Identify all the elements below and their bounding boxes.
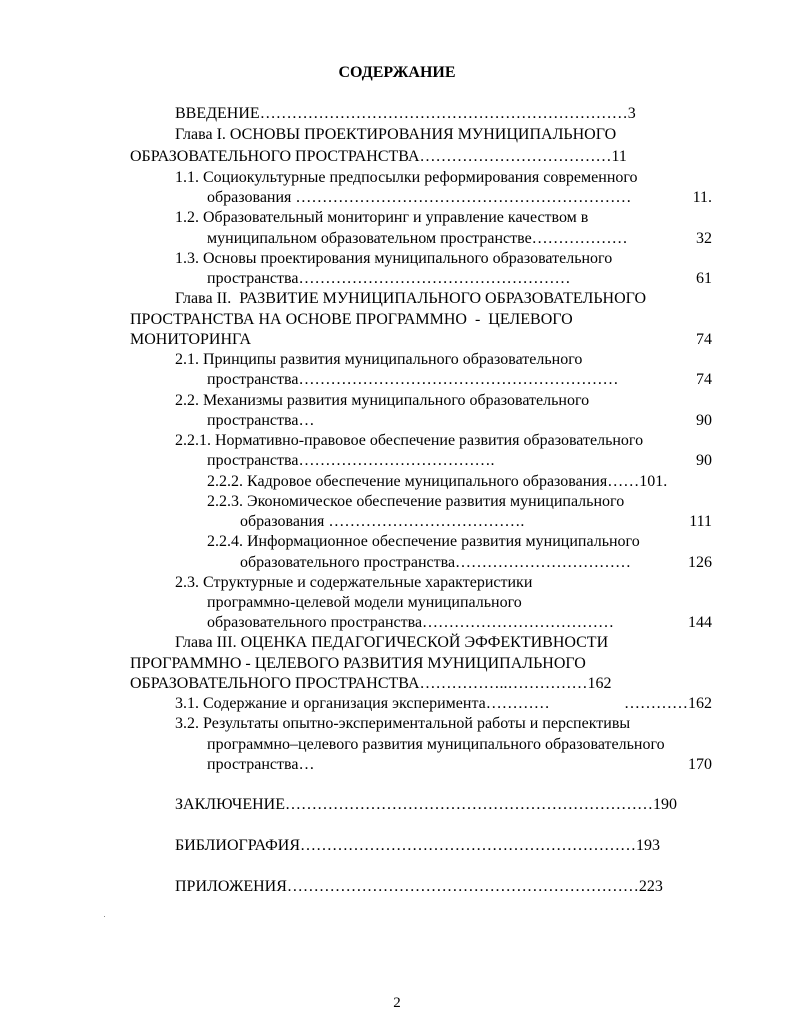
- toc-line: программно–целевого развития муниципального образовательного: [207, 736, 665, 753]
- toc-line: ВВЕДЕНИЕ……………………………………………………………3: [175, 105, 636, 122]
- toc-line: пространства……………………………………………………: [207, 371, 619, 388]
- toc-page: …………162: [624, 695, 712, 712]
- toc-page: 90: [696, 452, 712, 469]
- toc-page: 11.: [692, 189, 712, 206]
- toc-line: образовательного пространства………………………………: [207, 614, 615, 631]
- toc-line: пространства……………………………….: [207, 452, 495, 469]
- toc-line: ПРИЛОЖЕНИЯ…………………………………………………………223: [175, 878, 663, 895]
- toc-line: Глава III. ОЦЕНКА ПЕДАГОГИЧЕСКОЙ ЭФФЕКТИВНОСТИ: [175, 634, 609, 651]
- scan-speck: [104, 916, 105, 917]
- toc-page: 111: [689, 513, 712, 530]
- toc-line: Глава I. ОСНОВЫ ПРОЕКТИРОВАНИЯ МУНИЦИПАЛЬНОГО: [175, 126, 617, 143]
- toc-line: 1.1. Социокультурные предпосылки реформирования современного: [175, 169, 638, 186]
- toc-line: 2.2.2. Кадровое обеспечение муниципального образования……101.: [207, 473, 668, 490]
- toc-line: программно-целевой модели муниципального: [207, 594, 522, 611]
- toc-line: ПРОСТРАНСТВА НА ОСНОВЕ ПРОГРАММНО - ЦЕЛЕВОГО: [130, 311, 573, 328]
- toc-page: 90: [696, 412, 712, 429]
- toc-page: 61: [696, 270, 712, 287]
- toc-line: 2.3. Структурные и содержательные характеристики: [175, 574, 533, 591]
- toc-page: 74: [696, 331, 712, 348]
- toc-title: СОДЕРЖАНИЕ: [338, 64, 456, 81]
- toc-line: образовательного пространства……………………………: [240, 554, 632, 571]
- toc-line: МОНИТОРИНГА: [130, 331, 252, 348]
- toc-line: 2.1. Принципы развития муниципального образовательного: [175, 351, 583, 368]
- toc-line: муниципальном образовательном пространстве………………: [207, 230, 628, 247]
- toc-line: 1.3. Основы проектирования муниципального образовательного: [175, 250, 613, 267]
- toc-line: пространства…: [207, 412, 315, 429]
- toc-line: пространства……………………………………………: [207, 270, 571, 287]
- toc-line: 3.1. Содержание и организация эксперимента…………: [175, 695, 550, 712]
- toc-line: ПРОГРАММНО - ЦЕЛЕВОГО РАЗВИТИЯ МУНИЦИПАЛЬНОГО: [130, 655, 586, 672]
- toc-line: 1.2. Образовательный мониторинг и управление качеством в: [175, 209, 589, 226]
- toc-line: 3.2. Результаты опытно-экспериментальной работы и перспективы: [175, 715, 631, 732]
- toc-line: 2.2.4. Информационное обеспечение развития муниципального: [207, 533, 640, 550]
- toc-line: пространства…: [207, 756, 315, 773]
- toc-line: образования ………………………………………………………: [207, 189, 632, 206]
- toc-line: ОБРАЗОВАТЕЛЬНОГО ПРОСТРАНСТВА………………………………11: [130, 148, 627, 165]
- toc-line: 2.2.1. Нормативно-правовое обеспечение развития образовательного: [175, 432, 644, 449]
- toc-line: 2.2.3. Экономическое обеспечение развития муниципального: [207, 493, 625, 510]
- toc-line: Глава II. РАЗВИТИЕ МУНИЦИПАЛЬНОГО ОБРАЗОВАТЕЛЬНОГО: [175, 290, 647, 307]
- toc-line: образования ……………………………….: [240, 513, 525, 530]
- toc-line: БИБЛИОГРАФИЯ………………………………………………………193: [175, 837, 661, 854]
- page-number: 2: [393, 995, 401, 1011]
- toc-line: ЗАКЛЮЧЕНИЕ……………………………………………………………190: [175, 796, 677, 813]
- toc-line: 2.2. Механизмы развития муниципального образовательного: [175, 392, 590, 409]
- toc-page: 170: [688, 756, 712, 773]
- toc-line: ОБРАЗОВАТЕЛЬНОГО ПРОСТРАНСТВА……………..……………162: [130, 675, 612, 692]
- toc-page: 74: [696, 371, 712, 388]
- toc-page: 144: [688, 614, 712, 631]
- toc-page: 126: [688, 554, 712, 571]
- toc-page: 32: [696, 230, 712, 247]
